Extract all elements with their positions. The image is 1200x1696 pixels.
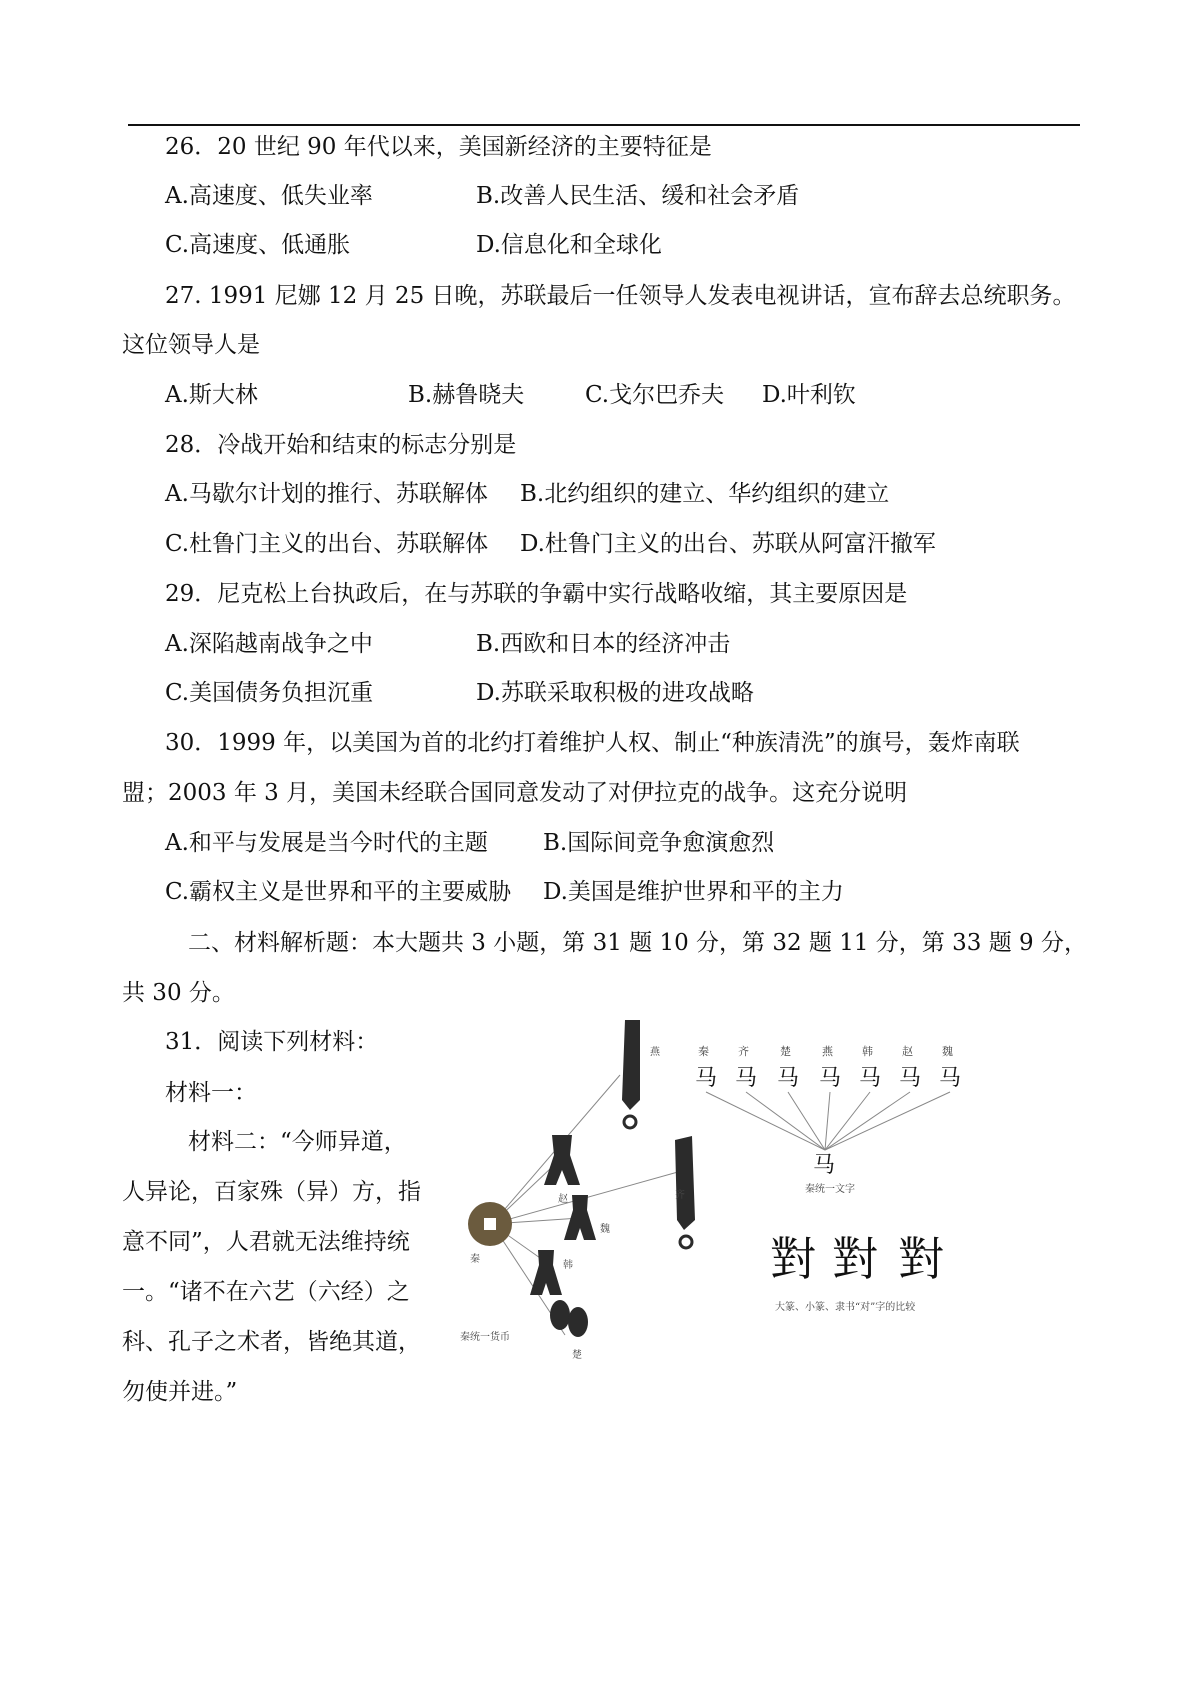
- q28-option-b: B.北约组织的建立、华约组织的建立: [520, 481, 890, 507]
- qi-knife-coin: [675, 1136, 695, 1230]
- coin-label-wei: 魏: [600, 1224, 610, 1235]
- seal-char: 马: [939, 1066, 962, 1091]
- yan-knife-coin: [622, 1020, 640, 1110]
- coin-label-han: 韩: [563, 1260, 573, 1271]
- q29-option-d: D.苏联采取积极的进攻战略: [476, 680, 754, 706]
- coin-label-chu: 楚: [572, 1350, 582, 1361]
- question-26-stem: 26．20 世纪 90 年代以来，美国新经济的主要特征是: [165, 134, 712, 160]
- question-30-stem: 30．1999 年，以美国为首的北约打着维护人权、制止“种族清洗”的旗号，轰炸南联: [165, 730, 1020, 756]
- script-connector-lines: [706, 1092, 950, 1150]
- material-2-line: 意不同”，人君就无法维持统: [122, 1229, 410, 1255]
- section-2-heading-cont: 共 30 分。: [122, 980, 235, 1006]
- q26-option-a: A.高速度、低失业率: [165, 183, 373, 209]
- q28-option-d: D.杜鲁门主义的出台、苏联从阿富汗撤军: [520, 531, 936, 557]
- q26-option-d: D.信息化和全球化: [476, 232, 662, 258]
- coin-label-qi: 齐: [675, 1190, 685, 1201]
- seal-char: 马: [859, 1066, 882, 1091]
- q30-option-d: D.美国是维护世界和平的主力: [543, 879, 844, 905]
- seal-script-row: [695, 1066, 961, 1091]
- state-name: 燕: [822, 1045, 833, 1058]
- q29-option-a: A.深陷越南战争之中: [165, 631, 373, 657]
- q30-option-b: B.国际间竞争愈演愈烈: [543, 830, 775, 856]
- chu-yibi-coin: [568, 1307, 588, 1337]
- material-2-line: 一。“诸不在六艺（六经）之: [122, 1279, 410, 1305]
- currency-connector-lines: [492, 1075, 685, 1335]
- q29-option-b: B.西欧和日本的经济冲击: [476, 631, 731, 657]
- q27-option-c: C.戈尔巴乔夫: [585, 382, 725, 408]
- han-spade-coin: [530, 1250, 562, 1295]
- q26-option-b: B.改善人民生活、缓和社会矛盾: [476, 183, 800, 209]
- q30-option-a: A.和平与发展是当今时代的主题: [165, 830, 488, 856]
- seal-char: 马: [695, 1066, 718, 1091]
- q27-option-a: A.斯大林: [165, 382, 258, 408]
- question-29-stem: 29．尼克松上台执政后，在与苏联的争霸中实行战略收缩，其主要原因是: [165, 581, 908, 607]
- qin-banliang-coin: [468, 1202, 512, 1246]
- material-2-line: 材料二：“今师异道，: [188, 1129, 407, 1155]
- material-1-label: 材料一：: [165, 1080, 257, 1106]
- currency-caption: 秦统一货币: [460, 1332, 510, 1343]
- state-name: 魏: [942, 1045, 953, 1058]
- chu-yibi-coin: [550, 1300, 570, 1330]
- material-2-line: 勿使并进。”: [122, 1379, 238, 1405]
- question-31-stem: 31．阅读下列材料：: [165, 1029, 379, 1055]
- script-caption: 秦统一文字: [805, 1184, 855, 1195]
- header-rule: [128, 124, 1080, 126]
- dui-caption: 大篆、小篆、隶书“对”字的比较: [775, 1302, 916, 1313]
- coin-label-qin: 秦: [470, 1254, 480, 1265]
- state-name: 秦: [698, 1045, 709, 1058]
- dui-character-comparison: [770, 1232, 944, 1286]
- q30-option-c: C.霸权主义是世界和平的主要威胁: [165, 879, 512, 905]
- unified-seal-char: 马: [813, 1153, 836, 1178]
- question-27-stem-cont: 这位领导人是: [122, 332, 260, 358]
- question-30-stem-cont: 盟；2003 年 3 月，美国未经联合国同意发动了对伊拉克的战争。这充分说明: [122, 780, 908, 806]
- question-28-stem: 28．冷战开始和结束的标志分别是: [165, 432, 517, 458]
- seal-char: 马: [735, 1066, 758, 1091]
- state-name: 齐: [738, 1045, 749, 1058]
- material-2-line: 科、孔子之术者，皆绝其道，: [122, 1329, 421, 1355]
- q26-option-c: C.高速度、低通胀: [165, 232, 351, 258]
- q28-option-a: A.马歇尔计划的推行、苏联解体: [165, 481, 488, 507]
- state-name: 楚: [780, 1045, 791, 1058]
- seal-char: 马: [777, 1066, 800, 1091]
- coin-label-zhao: 赵: [558, 1194, 568, 1205]
- coin-label-yan: 燕: [650, 1047, 660, 1058]
- material-2-line: 人异论，百家殊（异）方，指: [122, 1179, 421, 1205]
- state-name: 赵: [902, 1045, 913, 1058]
- question-27-stem: 27. 1991 尼娜 12 月 25 日晚，苏联最后一任领导人发表电视讲话，宣布辞去总统职务。: [165, 283, 1076, 309]
- seal-char: 马: [819, 1066, 842, 1091]
- q29-option-c: C.美国债务负担沉重: [165, 680, 374, 706]
- seal-char: 马: [899, 1066, 922, 1091]
- wei-spade-coin: [564, 1195, 596, 1240]
- dui-char-xiaozhuan: 對: [832, 1232, 878, 1286]
- q27-option-b: B.赫鲁晓夫: [408, 382, 525, 408]
- section-2-heading: 二、材料解析题：本大题共 3 小题，第 31 题 10 分，第 32 题 11 分，第 33 题 9 分，: [188, 930, 1087, 956]
- qin-unification-figure: [460, 1045, 1060, 1500]
- zhao-spade-coin: [544, 1135, 580, 1185]
- dui-char-lishu: 對: [898, 1232, 944, 1286]
- dui-char-dazhuan: 對: [770, 1232, 816, 1286]
- q28-option-c: C.杜鲁门主义的出台、苏联解体: [165, 531, 489, 557]
- state-name-row: [698, 1044, 953, 1058]
- q27-option-d: D.叶利钦: [762, 382, 856, 408]
- state-name: 韩: [862, 1045, 873, 1058]
